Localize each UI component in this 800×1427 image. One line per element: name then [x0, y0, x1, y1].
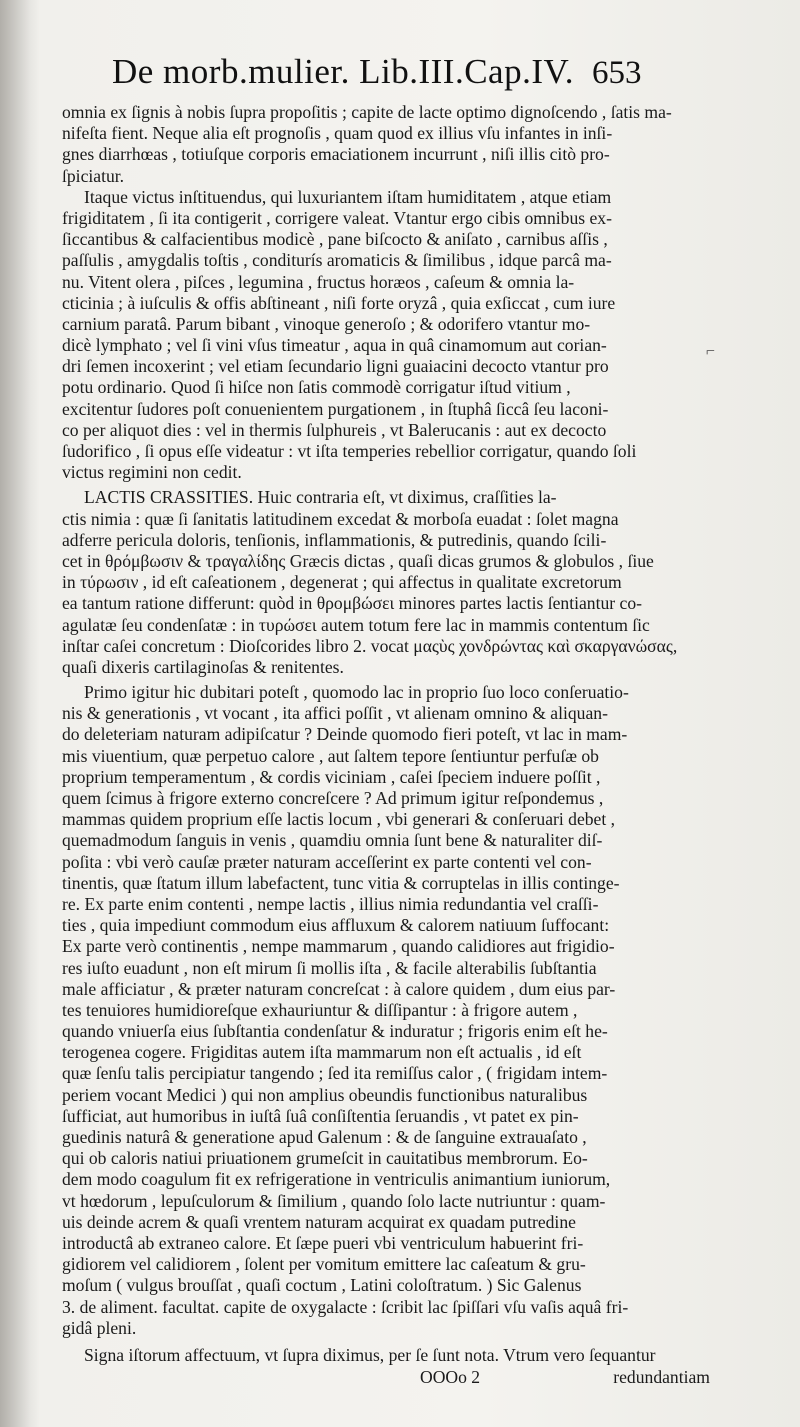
text-line: nis & generationis , vt vocant , ita affici poſſit , vt alienam omnino & aliquan-	[62, 703, 608, 724]
text-line: gidiorem vel calidiorem , ſolent per vomitum emittere lac caſeatum & gru-	[62, 1254, 586, 1275]
text-line: quando vniuerſa eius ſubſtantia condenſatur & induratur ; frigoris enim eſt he-	[62, 1021, 608, 1042]
text-line: co per aliquot dies : vel in thermis ſulphureis , vt Balerucanis : aut ex decocto	[62, 419, 607, 440]
text-line: ſudorifico , ſi opus eſſe videatur : vt iſta temperies rebellior corrigatur, quando ſoli	[62, 441, 637, 461]
text-line: tinentis, quæ ſtatum illum labefactent, tunc vitia & corruptelas in illis continge-	[62, 872, 620, 893]
text-line: adferre pericula doloris, tenſionis, inflammationis, & putredinis, quando ſcili-	[62, 529, 607, 550]
page-footer	[62, 1345, 712, 1366]
text-line: ties , quia impediunt commodum eius affluxum & calorem natiuum ſuffocant:	[62, 915, 610, 936]
text-line: frigiditatem , ſi ita contigerit , corrigere valeat. Vtantur ergo cibis omnibus ex-	[62, 207, 612, 228]
text-line: cet in θρόμβωσιν & τραγαλίδης Græcis dictas , quaſi dicas grumos & globulos , ſiue	[62, 550, 654, 571]
text-line: Primo igitur hic dubitari poteſt , quomodo lac in proprio ſuo loco conſeruatio-	[84, 682, 629, 703]
text-line: periem vocant Medici ) qui non amplius obeundis functionibus naturalibus	[62, 1084, 588, 1105]
text-line: uis deinde acrem & quaſi vrentem naturam acquirat ex quadam putredine	[62, 1211, 576, 1232]
text-line: proprium temperamentum , & cordis viciniam , caſei ſpeciem induere poſſit ,	[62, 766, 601, 787]
text-line: agulatæ ſeu condenſatæ : in τυρώσει autem totum fere lac in mammis contentum ſic	[62, 614, 650, 635]
text-line: guedinis naturâ & generatione apud Galenum : & de ſanguine extrauaſato ,	[62, 1127, 587, 1147]
text-line: Ex parte verò continentis , nempe mammarum , quando calidiores aut frigidio-	[62, 936, 615, 957]
page-number: 653	[592, 55, 642, 91]
text-line: gidâ pleni.	[62, 1317, 137, 1338]
body-text	[62, 102, 712, 1339]
text-line: male afficiatur , & præter naturam concreſcat : à calore quidem , dum eius par-	[62, 978, 616, 999]
running-head: De morb.mulier. Lib.III.Cap.IV.	[112, 52, 574, 91]
text-line: quaſi dixeris cartilaginoſas & renitentes.	[62, 656, 344, 677]
text-line: ſpiciatur.	[62, 165, 125, 186]
text-line: inſtar caſei concretum : Dioſcorides libro 2. vocat μαςὺς χονδρώντας καὶ σκαργανώσας,	[62, 635, 678, 656]
text-line: terogenea cogere. Frigiditas autem iſta mammarum non eſt actualis , id eſt	[62, 1042, 582, 1063]
text-line: gnes diarrhœas , totiuſque corporis emaciationem incurrunt , niſi illis citò pro-	[62, 144, 610, 165]
text-line: LACTIS CRASSITIES. Huic contraria eſt, vt diximus, craſſities la-	[84, 487, 557, 508]
text-line: ea tantum ratione differunt: quòd in θρομβώσει minores partes lactis ſentiantur co-	[62, 593, 642, 614]
text-line: in τύρωσιν , id eſt caſeationem , degenerat ; qui affectus in qualitate excretorum	[62, 572, 622, 593]
catchword-row	[420, 1367, 710, 1388]
text-line: carnium paratâ. Parum bibant , vinoque generoſo ; & odorifero vtantur mo-	[62, 313, 591, 334]
text-line: cticinia ; à iuſculis & offis abſtineant , niſi forte oryzâ , quia exſiccat , cum iure	[62, 292, 616, 313]
text-line: quæ ſenſu talis percipiatur tangendo ; ſed ita remiſſus calor , ( frigidam intem-	[62, 1063, 608, 1084]
text-line: ctis nimia : quæ ſi ſanitatis latitudinem excedat & morboſa euadat : ſolet magna	[62, 508, 619, 529]
text-line: potu ordinario. Quod ſi hiſce non ſatis commodè corrigatur iſtud vitium ,	[62, 377, 571, 398]
text-line: victus regimini non cedit.	[62, 462, 242, 483]
text-line: vt hœdorum , lepuſculorum & ſimilium , quando ſolo lacte nutriuntur : quam-	[62, 1190, 606, 1211]
text-line: quem ſcimus à frigore externo concreſcere ? Ad primum igitur reſpondemus ,	[62, 788, 604, 808]
text-line: introductâ ab extraneo calore. Et ſæpe pueri vbi ventriculum habuerint fri-	[62, 1232, 584, 1253]
text-line: mis viuentium, quæ perpetuo calore , aut ſaltem tepore ſentiuntur perfuſæ ob	[62, 745, 599, 766]
text-line: poſita : vbi verò cauſæ præter naturam acceſſerint ex parte contenti vel con-	[62, 851, 592, 872]
footer-line: Signa iſtorum affectuum, vt ſupra diximus, per ſe ſunt nota. Vtrum vero ſequantur	[84, 1345, 656, 1365]
text-line: re. Ex parte enim contenti , nempe lactis , illius nimia redundantia vel craſſi-	[62, 893, 599, 914]
page-header	[112, 52, 712, 104]
text-line: tes tenuiores humidioreſque exhauriuntur & diſſipantur : à frigore autem ,	[62, 999, 578, 1020]
text-line: ſiccantibus & calfacientibus modicè , pane biſcocto & aniſato , carnibus aſſis ,	[62, 229, 608, 250]
catchword: redundantiam	[613, 1367, 710, 1387]
text-line: dri ſemen incoxerint ; vel etiam ſecundario ligni guaiacini decocto vtantur pro	[62, 356, 609, 377]
margin-mark: ⌐	[706, 343, 716, 360]
text-line: mammas quidem proprium eſſe lactis locum , vbi generari & conſeruari debet ,	[62, 809, 616, 830]
text-line: Itaque victus inſtituendus, qui luxuriantem iſtam humiditatem , atque etiam	[84, 186, 612, 207]
text-line: dem modo coagulum fit ex refrigeratione in ventriculis animantium iuniorum,	[62, 1169, 611, 1190]
text-line: nifeſta fient. Neque alia eſt prognoſis , quam quod ex illius vſu infantes in inſi-	[62, 123, 613, 144]
text-line: do deleteriam naturam adipiſcatur ? Deinde quomodo fieri poteſt, vt lac in mam-	[62, 724, 628, 745]
text-line: excitentur ſudores poſt conuenientem purgationem , in ſtuphâ ſiccâ ſeu laconi-	[62, 398, 609, 419]
text-line: res iuſto euadunt , non eſt mirum ſi mollis iſta , & facile alterabilis ſubſtantia	[62, 957, 597, 978]
text-line: quemadmodum ſanguis in venis , quamdiu omnia ſunt bene & naturaliter diſ-	[62, 830, 603, 851]
signature-mark: OOOo 2	[420, 1367, 481, 1387]
text-line: ſufficiat, aut humoribus in iuſtâ ſuâ conſiſtentia ſeruandis , vt patet ex pin-	[62, 1105, 579, 1126]
gutter-shadow	[0, 0, 40, 1427]
text-line: omnia ex ſignis à nobis ſupra propoſitis ; capite de lacte optimo dignoſcendo , ſatis ma-	[62, 102, 672, 122]
text-line: nu. Vitent olera , piſces , legumina , fructus horæos , caſeum & omnia la-	[62, 271, 575, 292]
text-line: paſſulis , amygdalis toſtis , conditurís aromaticis & ſimilibus , idque parcâ ma-	[62, 250, 612, 271]
text-line: moſum ( vulgus brouſſat , quaſi coctum , Latini coloſtratum. ) Sic Galenus	[62, 1275, 582, 1296]
text-line: qui ob caloris natiui priuationem grumeſcit in cauitatibus membrorum. Eo-	[62, 1148, 588, 1169]
text-line: dicè lymphato ; vel ſi vini vſus timeatur , aqua in quâ cinamomum aut corian-	[62, 335, 607, 356]
text-line: 3. de aliment. facultat. capite de oxygalacte : ſcribit lac ſpiſſari vſu vaſis aquâ fri-	[62, 1296, 629, 1317]
